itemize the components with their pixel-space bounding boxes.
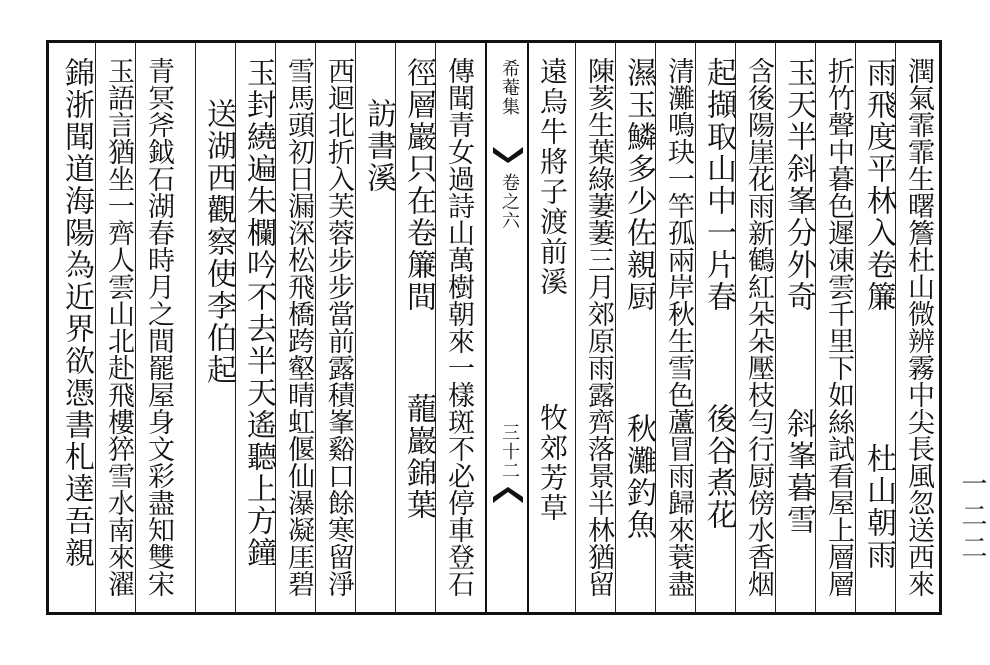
text-column: 含後陽崖花雨新鶴紅朵朵壓枝勻行厨傍水香烟 [743,57,774,597]
poem-title: 秋灘釣魚 [621,413,656,541]
gutter-volume: 卷之六 [499,173,520,230]
poem-title: 後谷煮花 [701,403,736,531]
text-column: 徑層巖只在卷簾間 [401,57,436,313]
column-rule [355,43,356,612]
gutter-collection: 希菴集 [499,59,520,116]
text-column: 西迴北折入芙蓉步步當前露積峯谿口餘寒留淨 [323,57,354,597]
text-column: 潤氣霏霏生曙簷杜山微辨霧中尖長風忽送西來 [903,57,934,597]
text-column: 陳荄生葉綠萋萋三月郊原雨露齊落景半林猶留 [583,57,614,597]
column-rule [135,43,136,612]
text-column: 傳聞青女過詩山萬樹朝來一樣斑不必停車登石 [443,57,474,597]
text-column: 雪馬頭初日漏深松飛橋跨壑晴虹偃仙瀑凝厓碧 [283,57,314,597]
poem-title: 蘢巖錦葉 [401,393,436,521]
column-rule [95,43,96,612]
text-column: 遠烏牛將子渡前溪 [536,57,569,297]
text-column: 折竹聲中暮色遲凍雲千里下如絲試看屋上層層 [823,57,854,597]
text-column: 起擷取山中一片春 [701,57,736,313]
column-rule [575,43,576,612]
column-rule [775,43,776,612]
page-number: 一二二 [957,470,987,566]
poem-title: 牧郊芳草 [536,403,569,523]
column-rule [615,43,616,612]
poem-title: 送湖西觀察使李伯起 [201,98,236,386]
column-rule [315,43,316,612]
text-column: 清灘鳴玦一竿孤兩岸秋生雪色蘆冒雨歸來蓑盡 [663,57,694,597]
text-column: 錦浙聞道海陽為近界欲憑書札達吾親 [59,57,94,569]
text-column: 玉語言猶坐一齊人雲山北赴飛樓猝雪水南來濯 [103,57,134,597]
poem-title: 杜山朝雨 [861,443,896,571]
fish-tail-mark-icon [493,147,523,169]
text-column: 玉封繞遍朱欄吟不去半天遙聽上方鐘 [241,57,276,569]
page-frame [46,40,942,615]
poem-title: 訪書溪 [361,98,396,194]
poem-title: 斜峯暮雪 [781,408,816,536]
column-rule [855,43,856,612]
text-column: 青冥斧鉞石湖春時月之間罷屋身文彩盡知雙宋 [143,57,174,597]
gutter [485,43,529,612]
text-column: 雨飛度平林入卷簾 [861,57,896,313]
text-column: 濕玉鱗多少佐親厨 [621,57,656,313]
fish-tail-mark-icon [493,481,523,503]
column-rule [695,43,696,612]
text-column: 玉天半斜峯分外奇 [781,57,816,313]
column-rule [195,43,196,612]
gutter-leaf: 三十二 [499,423,520,480]
